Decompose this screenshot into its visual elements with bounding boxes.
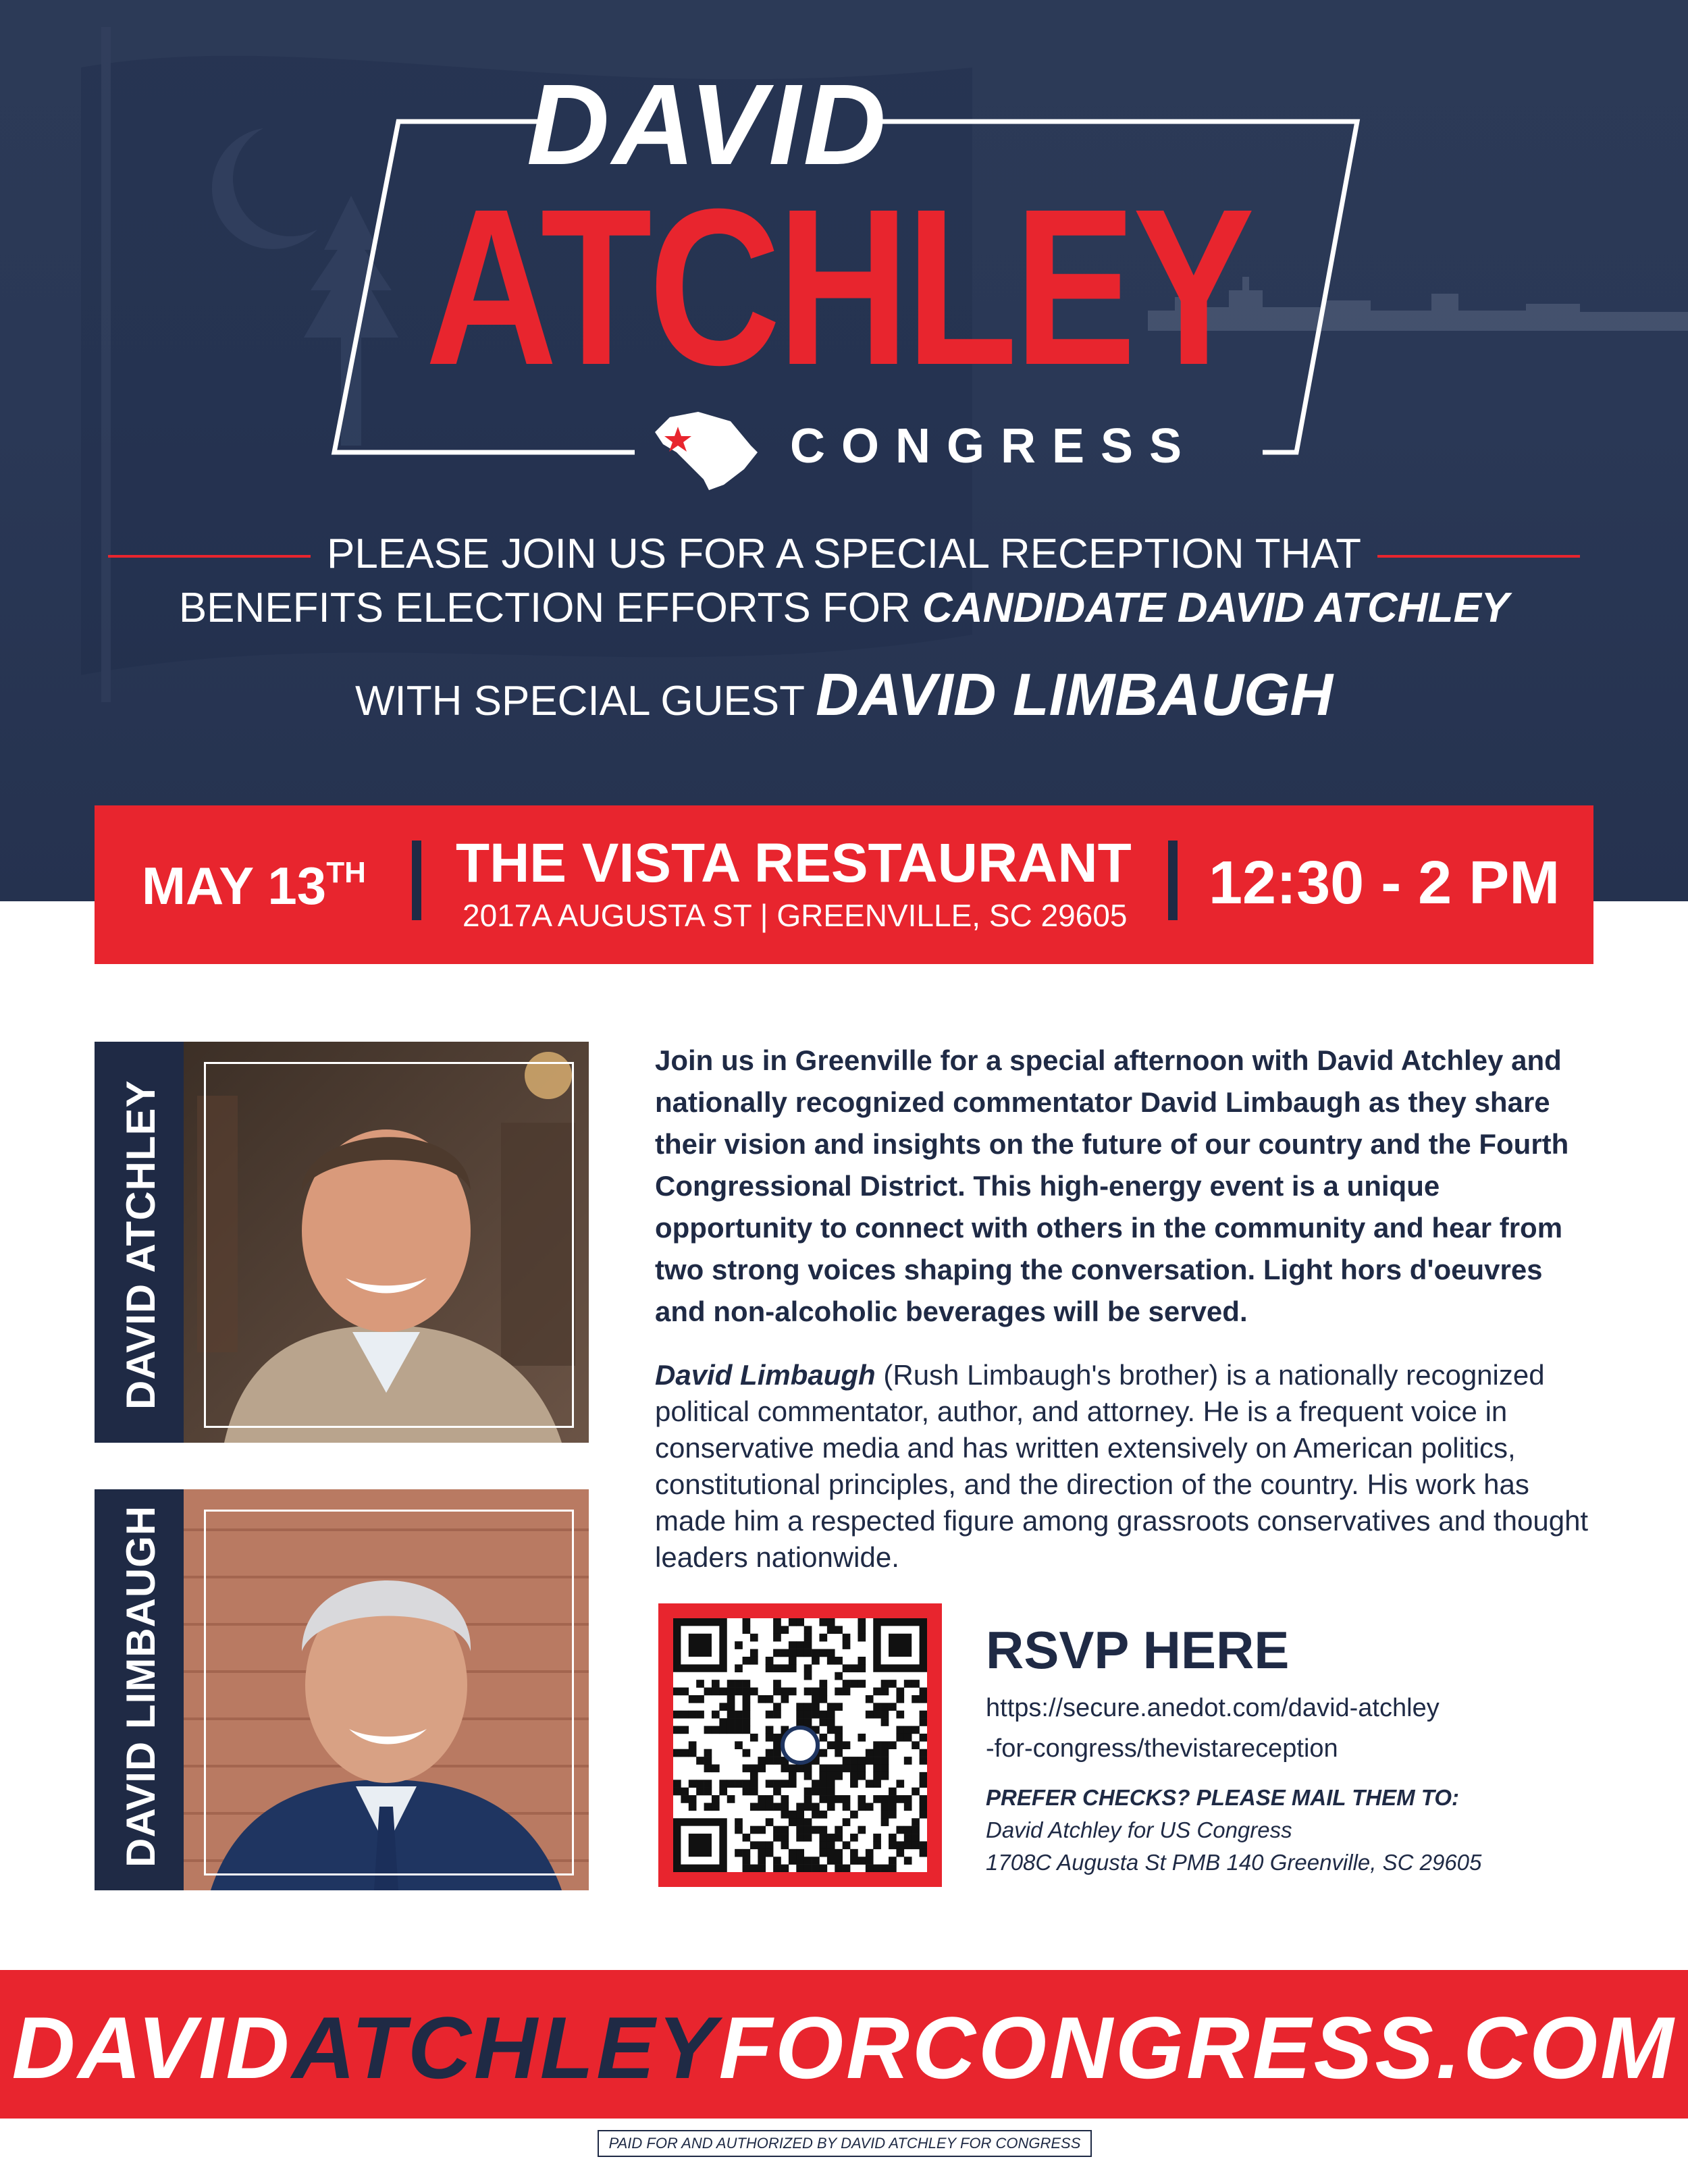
hero-banner <box>0 0 1688 901</box>
portrait-david-limbaugh <box>184 1489 589 1890</box>
office-label: CONGRESS <box>790 419 1198 473</box>
event-venue: THE VISTA RESTAURANT <box>456 832 1132 894</box>
checks-mailing-address: 1708C Augusta St PMB 140 Greenville, SC 29605 <box>986 1850 1482 1875</box>
website-footer-banner <box>0 1970 1688 2119</box>
candidate-first-name: DAVID <box>527 61 889 189</box>
rsvp-qr-code[interactable] <box>658 1603 942 1887</box>
candidate-emphasis: CANDIDATE DAVID ATCHLEY <box>922 585 1510 631</box>
website-part-3: FORCONGRESS.COM <box>718 1998 1677 2097</box>
special-guest-line <box>0 661 1688 728</box>
guest-bio-name: David Limbaugh <box>655 1359 876 1391</box>
guest-bio-text: (Rush Limbaugh's brother) is a nationally recognized political commentator, author, and attorney. He is a frequent voice in conservative media and has written extensively on American politics, constitutional principles, and the direction of the country. His work has made him a respected figure among grassroots conservatives and thought leaders nationwide. <box>655 1359 1589 1573</box>
south-carolina-star-icon <box>650 405 763 493</box>
invitation-line-2 <box>0 587 1688 629</box>
photo-card-atchley <box>95 1042 589 1443</box>
event-date <box>142 856 366 915</box>
event-address: 2017A AUGUSTA ST | GREENVILLE, SC 29605 <box>463 898 1128 933</box>
event-time: 12:30 - 2 PM <box>1209 849 1560 917</box>
rsvp-heading: RSVP HERE <box>986 1620 1290 1680</box>
qr-code-icon <box>673 1618 927 1872</box>
event-date-suffix: TH <box>326 856 366 889</box>
photo-label-limbaugh: DAVID LIMBAUGH <box>118 1505 163 1867</box>
photo-card-limbaugh <box>95 1489 589 1890</box>
paid-for-disclaimer: PAID FOR AND AUTHORIZED BY DAVID ATCHLEY FOR CONGRESS <box>598 2130 1092 2157</box>
qr-code-area <box>673 1618 927 1872</box>
rsvp-url-line-2[interactable]: -for-congress/thevistareception <box>986 1734 1338 1763</box>
photo-label-atchley: DAVID ATCHLEY <box>118 1080 163 1410</box>
candidate-last-name: ATCHLEY <box>425 162 1252 411</box>
campaign-website[interactable] <box>0 1998 1688 2097</box>
website-part-1: DAVID <box>11 1998 292 2097</box>
banner-divider <box>412 841 421 920</box>
rsvp-url-line-1[interactable]: https://secure.anedot.com/david-atchley <box>986 1694 1440 1722</box>
banner-divider <box>1168 841 1178 920</box>
rsvp-link[interactable] <box>986 1688 1440 1769</box>
special-guest-name: DAVID LIMBAUGH <box>816 661 1333 728</box>
portrait-david-atchley <box>184 1042 589 1443</box>
checks-payee: David Atchley for US Congress <box>986 1817 1292 1842</box>
invitation-line-2-prefix: BENEFITS ELECTION EFFORTS FOR <box>178 585 923 631</box>
checks-heading: PREFER CHECKS? PLEASE MAIL THEM TO: <box>986 1785 1459 1810</box>
event-date-text: MAY 13 <box>142 856 327 915</box>
website-part-2: ATCHLEY <box>292 1998 719 2097</box>
guest-bio <box>655 1357 1600 1576</box>
event-description: Join us in Greenville for a special afternoon with David Atchley and nationally recognized commentator David Limbaugh as they share their vision and insights on the future of our country and the Fourth Congressional District. This high-energy event is a unique opportunity to connect with others in the community and hear from two strong voices shaping the conversation. Light hors d'oeuvres and non-alcoholic beverages will be served. <box>655 1044 1569 1327</box>
special-guest-prefix: WITH SPECIAL GUEST <box>355 678 816 724</box>
event-details-banner <box>95 805 1593 964</box>
invitation-line-1: PLEASE JOIN US FOR A SPECIAL RECEPTION THAT <box>326 531 1362 577</box>
